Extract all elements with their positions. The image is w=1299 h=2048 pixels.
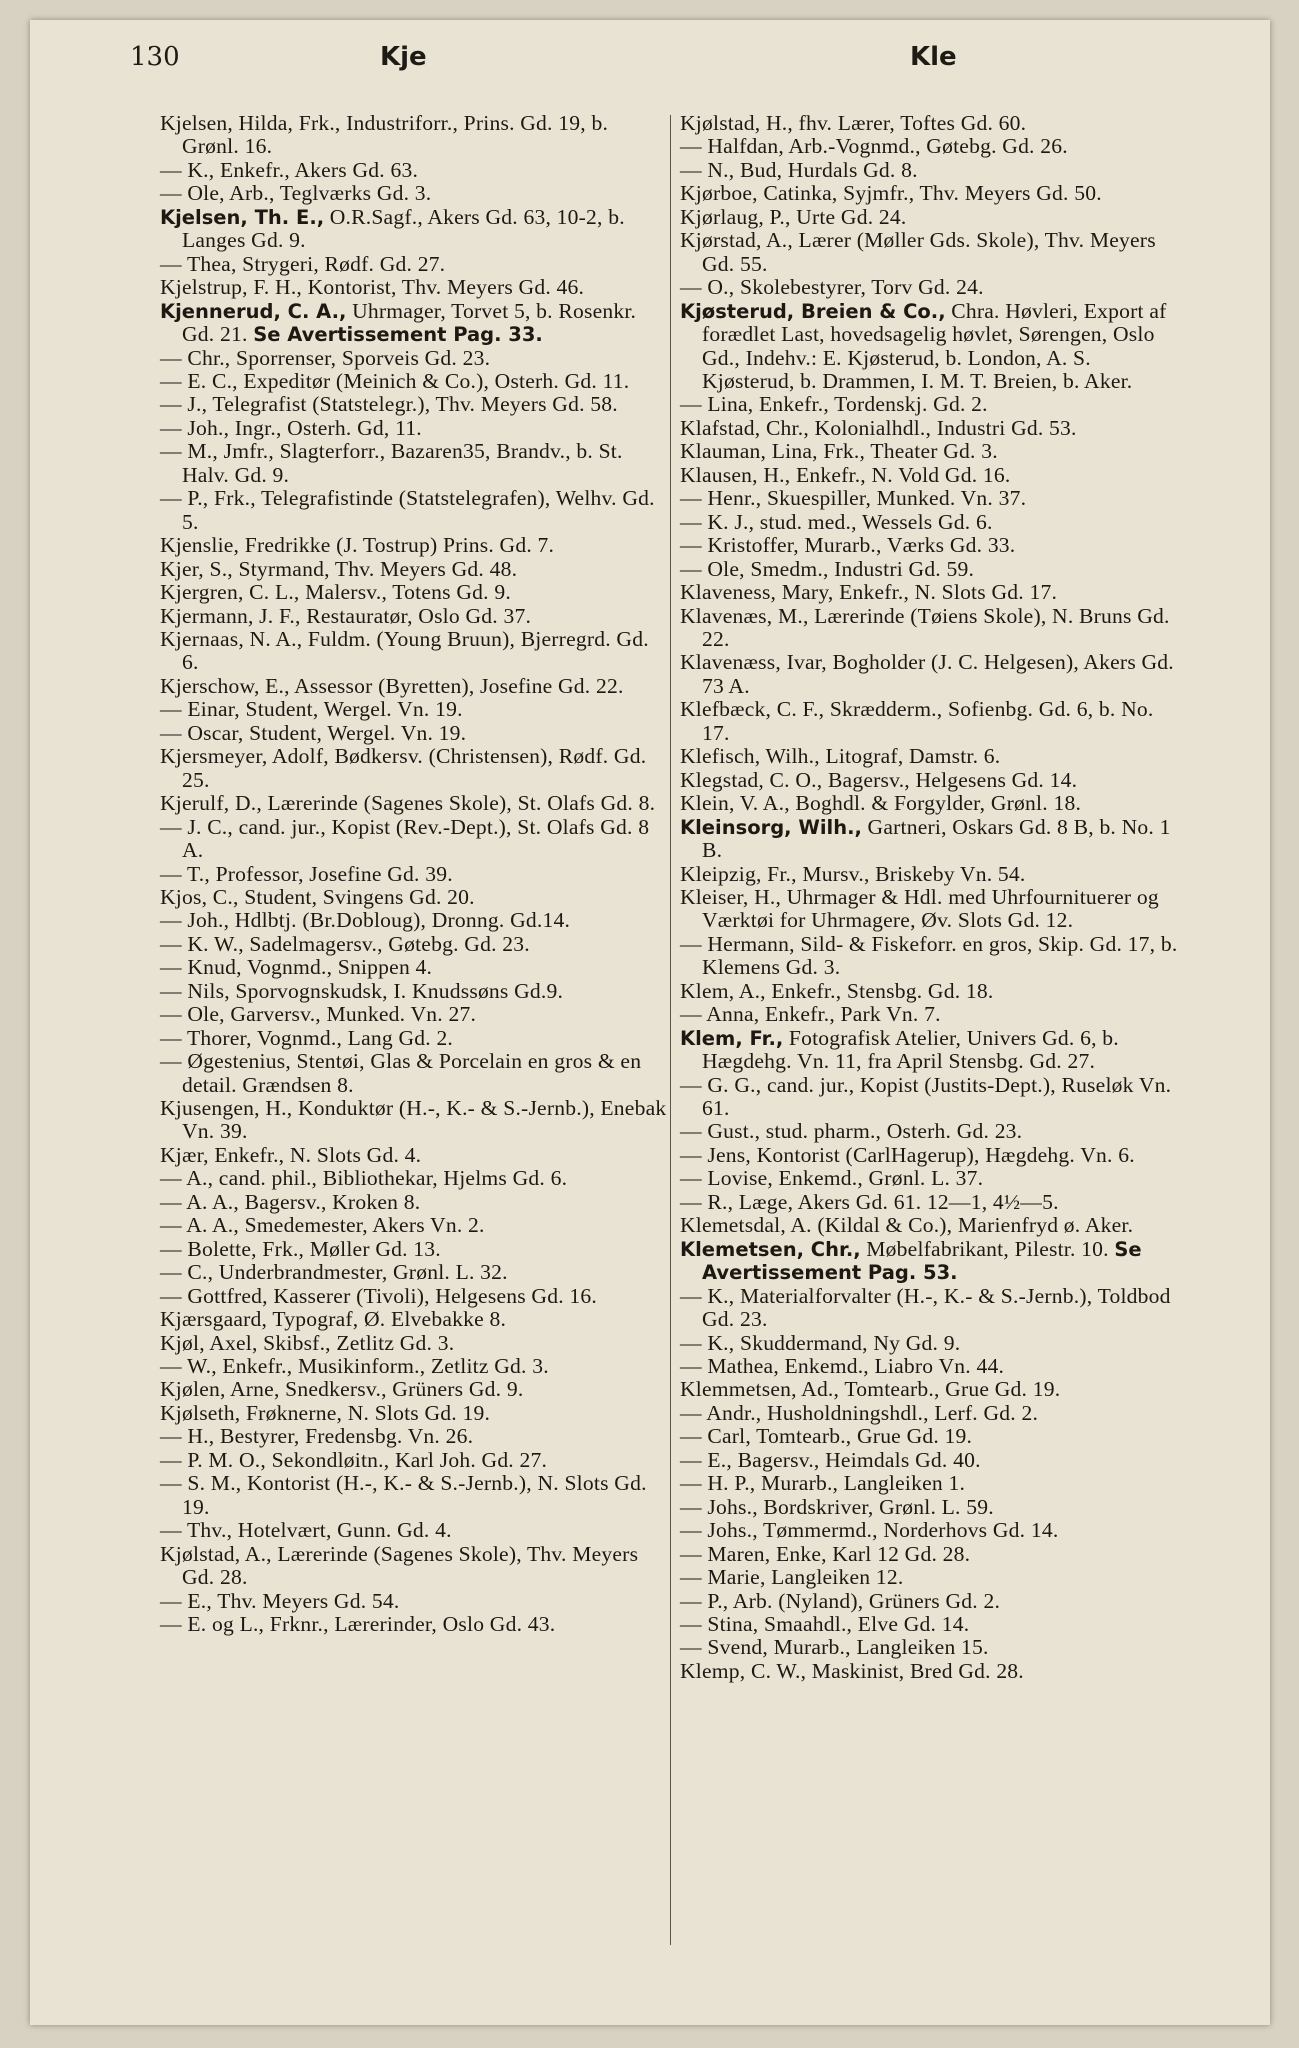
entry-text: — Thea, Strygeri, Rødf. Gd. 27. bbox=[160, 251, 446, 276]
entry-text: Klein, V. A., Boghdl. & Forgylder, Grønl. 18. bbox=[680, 791, 1082, 816]
entry-text: Klafstad, Chr., Kolonialhdl., Industri Gd. 53. bbox=[680, 415, 1077, 440]
entry-text: Klefisch, Wilh., Litograf, Damstr. 6. bbox=[680, 744, 1001, 769]
entry-text: — A., cand. phil., Bibliothekar, Hjelms Gd. 6. bbox=[160, 1166, 568, 1191]
directory-entry bbox=[680, 511, 1185, 534]
directory-entry bbox=[680, 1238, 1185, 1285]
directory-entry bbox=[160, 956, 670, 979]
entry-text: — C., Underbrandmester, Grønl. L. 32. bbox=[160, 1260, 508, 1285]
directory-entry bbox=[160, 1144, 670, 1167]
entry-text: — Lina, Enkefr., Tordenskj. Gd. 2. bbox=[680, 392, 988, 417]
entry-text: — K., Materialforvalter (H.-, K.- & S.-Jernb.), Toldbod Gd. 23. bbox=[680, 1283, 1171, 1332]
directory-entry bbox=[160, 1355, 670, 1378]
entry-text: Kjølen, Arne, Snedkersv., Grüners Gd. 9. bbox=[160, 1377, 524, 1402]
directory-entry bbox=[160, 1332, 670, 1355]
entry-text: — Ole, Smedm., Industri Gd. 59. bbox=[680, 556, 975, 581]
directory-entry bbox=[160, 675, 670, 698]
entry-text: Chra. Høvleri, Export af forædlet Last, hovedsagelig høvlet, Sørengen, Oslo Gd., Indehv.: E. Kjøsterud, b. London, A. S. Kjøsterud, b. Drammen, I. M. T. Breien, b. Aker. bbox=[702, 298, 1167, 393]
entry-text: — Maren, Enke, Karl 12 Gd. 28. bbox=[680, 1541, 971, 1566]
directory-entry bbox=[680, 182, 1185, 205]
directory-entry bbox=[160, 698, 670, 721]
directory-entry bbox=[680, 1167, 1185, 1190]
directory-entry bbox=[160, 1378, 670, 1401]
entry-text: Kjerulf, D., Lærerinde (Sagenes Skole), St. Olafs Gd. 8. bbox=[160, 791, 656, 816]
directory-entry bbox=[680, 1285, 1185, 1332]
directory-entry bbox=[160, 1402, 670, 1425]
entry-text: — Andr., Husholdningshdl., Lerf. Gd. 2. bbox=[680, 1400, 1039, 1425]
entry-text: — Joh., Ingr., Osterh. Gd, 11. bbox=[160, 415, 422, 440]
directory-entry bbox=[160, 909, 670, 932]
entry-text: — Knud, Vognmd., Snippen 4. bbox=[160, 955, 433, 980]
directory-entry bbox=[680, 933, 1185, 980]
directory-entry bbox=[160, 1425, 670, 1448]
entry-text: Kjer, S., Styrmand, Thv. Meyers Gd. 48. bbox=[160, 556, 518, 581]
entry-bold-name: Kleinsorg, Wilh., bbox=[680, 815, 862, 839]
directory-entry bbox=[160, 605, 670, 628]
entry-text: — K., Skuddermand, Ny Gd. 9. bbox=[680, 1330, 961, 1355]
directory-entry bbox=[160, 276, 670, 299]
entry-text: Kleipzig, Fr., Mursv., Briskeby Vn. 54. bbox=[680, 861, 1026, 886]
entry-bold-name: Klem, Fr., bbox=[680, 1026, 784, 1050]
directory-entry bbox=[160, 1449, 670, 1472]
directory-entry bbox=[680, 1660, 1185, 1683]
directory-entry bbox=[160, 1027, 670, 1050]
entry-text: — J., Telegrafist (Statstelegr.), Thv. Meyers Gd. 58. bbox=[160, 392, 618, 417]
entry-text: — T., Professor, Josefine Gd. 39. bbox=[160, 861, 453, 886]
entry-text: — Chr., Sporrenser, Sporveis Gd. 23. bbox=[160, 345, 491, 370]
entry-text: — Hermann, Sild- & Fiskeforr. en gros, Skip. Gd. 17, b. Klemens Gd. 3. bbox=[680, 931, 1178, 980]
entry-text: — Nils, Sporvognskudsk, I. Knudssøns Gd.9. bbox=[160, 978, 564, 1003]
entry-text: — W., Enkefr., Musikinform., Zetlitz Gd. 3. bbox=[160, 1354, 549, 1379]
entry-text: — P., Arb. (Nyland), Grüners Gd. 2. bbox=[680, 1588, 1001, 1613]
entry-text: — M., Jmfr., Slagterforr., Bazaren35, Brandv., b. St. Halv. Gd. 9. bbox=[160, 439, 623, 487]
directory-entry bbox=[680, 886, 1185, 933]
directory-entry bbox=[160, 1590, 670, 1613]
entry-text: — H., Bestyrer, Fredensbg. Vn. 26. bbox=[160, 1424, 474, 1449]
entry-text: Uhrmager, Torvet 5, b. Rosenkr. Gd. 21. bbox=[182, 298, 637, 347]
directory-entry bbox=[680, 229, 1185, 276]
directory-entry bbox=[160, 393, 670, 416]
directory-entry bbox=[680, 1191, 1185, 1214]
entry-text: — Halfdan, Arb.-Vognmd., Gøtebg. Gd. 26. bbox=[680, 134, 1068, 159]
entry-text: — Ole, Arb., Teglværks Gd. 3. bbox=[160, 181, 432, 206]
directory-entry bbox=[160, 1261, 670, 1284]
entry-text: Klauman, Lina, Frk., Theater Gd. 3. bbox=[680, 439, 998, 464]
entry-text: Klem, A., Enkefr., Stensbg. Gd. 18. bbox=[680, 978, 994, 1003]
directory-entry bbox=[160, 581, 670, 604]
directory-entry bbox=[680, 276, 1185, 299]
entry-bold-name: Klemetsen, Chr., bbox=[680, 1237, 861, 1261]
entry-text: — Einar, Student, Wergel. Vn. 19. bbox=[160, 697, 463, 722]
directory-entry bbox=[160, 417, 670, 440]
directory-entry bbox=[160, 1238, 670, 1261]
directory-entry bbox=[160, 933, 670, 956]
entry-text: Kjørboe, Catinka, Syjmfr., Thv. Meyers Gd. 50. bbox=[680, 181, 1102, 206]
directory-entry bbox=[680, 1472, 1185, 1495]
directory-entry bbox=[680, 1496, 1185, 1519]
entry-text: — K. W., Sadelmagersv., Gøtebg. Gd. 23. bbox=[160, 931, 530, 956]
entry-text: — G. G., cand. jur., Kopist (Justits-Dept.), Ruseløk Vn. 61. bbox=[680, 1072, 1172, 1121]
entry-text: Kjær, Enkefr., N. Slots Gd. 4. bbox=[160, 1142, 422, 1167]
directory-entry bbox=[160, 745, 670, 792]
entry-text: Kjøl, Axel, Skibsf., Zetlitz Gd. 3. bbox=[160, 1330, 455, 1355]
right-column bbox=[680, 112, 1185, 1683]
entry-text: Kleiser, H., Uhrmager & Hdl. med Uhrfournituerer og Værktøi for Uhrmagere, Øv. Slots Gd. 12. bbox=[680, 884, 1159, 933]
directory-entry bbox=[160, 1613, 670, 1636]
directory-entry bbox=[680, 300, 1185, 394]
directory-entry bbox=[680, 464, 1185, 487]
entry-text: Klefbæck, C. F., Skrædderm., Sofienbg. Gd. 6, b. No. 17. bbox=[680, 697, 1154, 745]
directory-entry bbox=[680, 863, 1185, 886]
directory-entry bbox=[680, 1566, 1185, 1589]
entry-text: — Ole, Garversv., Munked. Vn. 27. bbox=[160, 1002, 477, 1027]
directory-entry bbox=[680, 1543, 1185, 1566]
entry-text: — K., Enkefr., Akers Gd. 63. bbox=[160, 157, 419, 182]
entry-text: — E. og L., Frknr., Lærerinder, Oslo Gd. 43. bbox=[160, 1612, 556, 1636]
directory-entry bbox=[680, 1144, 1185, 1167]
entry-text: — Mathea, Enkemd., Liabro Vn. 44. bbox=[680, 1354, 1005, 1379]
directory-entry bbox=[680, 1636, 1185, 1659]
entry-text: — Johs., Tømmermd., Norderhovs Gd. 14. bbox=[680, 1518, 1059, 1543]
directory-entry bbox=[160, 1050, 670, 1097]
entry-text: Kjølseth, Frøknerne, N. Slots Gd. 19. bbox=[160, 1400, 491, 1425]
entry-text: Kjelsen, Hilda, Frk., Industriforr., Prins. Gd. 19, b. Grønl. 16. bbox=[160, 111, 609, 159]
directory-entry bbox=[680, 1332, 1185, 1355]
entry-bold-name: Kjennerud, C. A., bbox=[160, 299, 347, 323]
entry-text: — Johs., Bordskriver, Grønl. L. 59. bbox=[680, 1494, 994, 1519]
directory-entry bbox=[160, 792, 670, 815]
entry-text: Klausen, H., Enkefr., N. Vold Gd. 16. bbox=[680, 462, 1011, 487]
entry-bold-name: Kjøsterud, Breien & Co., bbox=[680, 299, 946, 323]
left-column bbox=[160, 112, 670, 1636]
entry-text: Klavenæss, Ivar, Bogholder (J. C. Helgesen), Akers Gd. 73 A. bbox=[680, 650, 1174, 698]
entry-text: Kjusengen, H., Konduktør (H.-, K.- & S.-Jernb.), Enebak Vn. 39. bbox=[160, 1096, 667, 1144]
entry-text: — R., Læge, Akers Gd. 61. 12—1, 4½—5. bbox=[680, 1189, 1059, 1214]
entry-text: — Thv., Hotelvært, Gunn. Gd. 4. bbox=[160, 1518, 452, 1543]
directory-entry bbox=[680, 816, 1185, 863]
entry-text: Kjenslie, Fredrikke (J. Tostrup) Prins. Gd. 7. bbox=[160, 533, 555, 558]
directory-entry bbox=[680, 417, 1185, 440]
directory-entry bbox=[680, 534, 1185, 557]
directory-entry bbox=[160, 300, 670, 347]
directory-entry bbox=[680, 698, 1185, 745]
directory-entry bbox=[680, 605, 1185, 652]
directory-entry bbox=[160, 1167, 670, 1190]
entry-text: — E. C., Expeditør (Meinich & Co.), Osterh. Gd. 11. bbox=[160, 368, 630, 393]
entry-text: — P. M. O., Sekondløitn., Karl Joh. Gd. 27. bbox=[160, 1447, 548, 1472]
directory-entry bbox=[160, 182, 670, 205]
entry-text: — Bolette, Frk., Møller Gd. 13. bbox=[160, 1236, 441, 1261]
entry-text: — Lovise, Enkemd., Grønl. L. 37. bbox=[680, 1166, 984, 1191]
directory-entry bbox=[680, 393, 1185, 416]
directory-entry bbox=[160, 628, 670, 675]
directory-entry bbox=[160, 1191, 670, 1214]
entry-bold-name: Kjelsen, Th. E., bbox=[160, 205, 325, 229]
entry-text: — Jens, Kontorist (CarlHagerup), Hægdehg. Vn. 6. bbox=[680, 1142, 1135, 1167]
entry-text: — Marie, Langleiken 12. bbox=[680, 1565, 904, 1590]
entry-text: — H. P., Murarb., Langleiken 1. bbox=[680, 1471, 966, 1496]
directory-entry bbox=[680, 1378, 1185, 1401]
entry-text: — Gust., stud. pharm., Osterh. Gd. 23. bbox=[680, 1119, 1023, 1144]
directory-entry bbox=[680, 1214, 1185, 1237]
directory-entry bbox=[160, 1285, 670, 1308]
directory-entry bbox=[680, 135, 1185, 158]
right-guide-word: Kle bbox=[910, 42, 957, 72]
directory-entry bbox=[680, 1027, 1185, 1074]
entry-text: Kjernaas, N. A., Fuldm. (Young Bruun), Bjerregrd. Gd. 6. bbox=[160, 626, 649, 675]
entry-text: — N., Bud, Hurdals Gd. 8. bbox=[680, 157, 918, 182]
directory-entry bbox=[680, 440, 1185, 463]
entry-text: Kjergren, C. L., Malersv., Totens Gd. 9. bbox=[160, 580, 511, 605]
entry-text: Kjersmeyer, Adolf, Bødkersv. (Christensen), Rødf. Gd. 25. bbox=[160, 744, 647, 792]
entry-text: — K. J., stud. med., Wessels Gd. 6. bbox=[680, 509, 993, 534]
directory-entry bbox=[680, 1074, 1185, 1121]
directory-entry bbox=[160, 370, 670, 393]
directory-entry bbox=[680, 651, 1185, 698]
directory-entry bbox=[160, 1519, 670, 1542]
entry-text: Fotografisk Atelier, Univers Gd. 6, b. Hægdehg. Vn. 11, fra April Stensbg. Gd. 27. bbox=[702, 1025, 1119, 1074]
directory-entry bbox=[680, 1590, 1185, 1613]
directory-entry bbox=[160, 1214, 670, 1237]
entry-text: — E., Thv. Meyers Gd. 54. bbox=[160, 1588, 400, 1613]
entry-text: — Øgestenius, Stentøi, Glas & Porcelain en gros & en detail. Grændsen 8. bbox=[160, 1049, 642, 1097]
directory-entry bbox=[160, 112, 670, 159]
page-header bbox=[130, 42, 1170, 82]
directory-entry bbox=[680, 487, 1185, 510]
directory-entry bbox=[680, 1120, 1185, 1143]
entry-text: — Henr., Skuespiller, Munked. Vn. 37. bbox=[680, 486, 1027, 511]
directory-entry bbox=[160, 1543, 670, 1590]
entry-text: Møbelfabrikant, Pilestr. 10. bbox=[866, 1236, 1109, 1261]
directory-entry bbox=[680, 769, 1185, 792]
directory-entry bbox=[160, 816, 670, 863]
entry-text: Kjørstad, A., Lærer (Møller Gds. Skole), Thv. Meyers Gd. 55. bbox=[680, 228, 1156, 276]
directory-entry bbox=[160, 1097, 670, 1144]
entry-text: Klegstad, C. O., Bagersv., Helgesens Gd. 14. bbox=[680, 767, 1078, 792]
left-guide-word: Kje bbox=[380, 42, 427, 72]
entry-text: — Anna, Enkefr., Park Vn. 7. bbox=[680, 1002, 941, 1027]
directory-entry bbox=[160, 440, 670, 487]
entry-text: Kjærsgaard, Typograf, Ø. Elvebakke 8. bbox=[160, 1307, 507, 1332]
directory-entry bbox=[160, 1472, 670, 1519]
directory-entry bbox=[160, 722, 670, 745]
directory-entry bbox=[680, 1355, 1185, 1378]
directory-entry bbox=[160, 347, 670, 370]
entry-text: — Stina, Smaahdl., Elve Gd. 14. bbox=[680, 1612, 970, 1636]
directory-entry bbox=[160, 1308, 670, 1331]
directory-entry bbox=[680, 112, 1185, 135]
entry-text: — Svend, Murarb., Langleiken 15. bbox=[680, 1635, 989, 1660]
entry-text: Klavenæs, M., Lærerinde (Tøiens Skole), N. Bruns Gd. 22. bbox=[680, 603, 1170, 651]
directory-entry bbox=[680, 980, 1185, 1003]
entry-text: Kjermann, J. F., Restauratør, Oslo Gd. 37. bbox=[160, 603, 532, 628]
entry-text: — Kristoffer, Murarb., Værks Gd. 33. bbox=[680, 533, 1016, 558]
entry-text: Kjelstrup, F. H., Kontorist, Thv. Meyers Gd. 46. bbox=[160, 275, 585, 300]
entry-text: — E., Bagersv., Heimdals Gd. 40. bbox=[680, 1447, 981, 1472]
directory-entry bbox=[680, 1402, 1185, 1425]
directory-entry bbox=[680, 581, 1185, 604]
entry-text: Klemetsdal, A. (Kildal & Co.), Marienfryd ø. Aker. bbox=[680, 1213, 1134, 1238]
directory-entry bbox=[160, 886, 670, 909]
directory-entry bbox=[680, 206, 1185, 229]
entry-text: O.R.Sagf., Akers Gd. 63, 10-2, b. Langes Gd. 9. bbox=[182, 204, 625, 253]
directory-entry bbox=[680, 745, 1185, 768]
column-divider bbox=[670, 115, 671, 1945]
entry-text: — O., Skolebestyrer, Torv Gd. 24. bbox=[680, 275, 984, 300]
directory-entry bbox=[680, 1519, 1185, 1542]
directory-entry bbox=[680, 159, 1185, 182]
entry-text: — J. C., cand. jur., Kopist (Rev.-Dept.), St. Olafs Gd. 8 A. bbox=[160, 814, 650, 863]
entry-advert-note: Se Avertissement Pag. 33. bbox=[253, 323, 543, 347]
entry-text: Gartneri, Oskars Gd. 8 B, b. No. 1 B. bbox=[702, 814, 1171, 863]
entry-text: — A. A., Smedemester, Akers Vn. 2. bbox=[160, 1213, 485, 1238]
directory-entry bbox=[680, 1449, 1185, 1472]
directory-entry bbox=[680, 558, 1185, 581]
directory-entry bbox=[680, 1425, 1185, 1448]
entry-text: Kjørlaug, P., Urte Gd. 24. bbox=[680, 204, 907, 229]
entry-text: — Oscar, Student, Wergel. Vn. 19. bbox=[160, 720, 467, 745]
entry-text: Kjølstad, A., Lærerinde (Sagenes Skole), Thv. Meyers Gd. 28. bbox=[160, 1541, 639, 1590]
directory-entry bbox=[160, 159, 670, 182]
directory-entry bbox=[160, 487, 670, 534]
entry-text: — Carl, Tomtearb., Grue Gd. 19. bbox=[680, 1424, 973, 1449]
entry-text: Kjos, C., Student, Svingens Gd. 20. bbox=[160, 884, 475, 909]
directory-entry bbox=[160, 558, 670, 581]
entry-text: — Joh., Hdlbtj. (Br.Dobloug), Dronng. Gd.14. bbox=[160, 908, 571, 933]
entry-text: Kjølstad, H., fhv. Lærer, Toftes Gd. 60. bbox=[680, 111, 1027, 135]
directory-entry bbox=[160, 253, 670, 276]
entry-text: — Gottfred, Kasserer (Tivoli), Helgesens Gd. 16. bbox=[160, 1283, 598, 1308]
directory-entry bbox=[160, 1003, 670, 1026]
directory-entry bbox=[680, 792, 1185, 815]
directory-entry bbox=[160, 980, 670, 1003]
entry-text: — Thorer, Vognmd., Lang Gd. 2. bbox=[160, 1025, 454, 1050]
entry-advert-note: Se Avertissement Pag. 53. bbox=[702, 1237, 1142, 1285]
directory-entry bbox=[680, 1613, 1185, 1636]
entry-text: Klemp, C. W., Maskinist, Bred Gd. 28. bbox=[680, 1658, 1024, 1683]
page-number: 130 bbox=[130, 42, 180, 72]
directory-entry bbox=[160, 863, 670, 886]
entry-text: — A. A., Bagersv., Kroken 8. bbox=[160, 1189, 421, 1214]
entry-text: — P., Frk., Telegrafistinde (Statstelegrafen), Welhv. Gd. 5. bbox=[160, 486, 655, 534]
directory-entry bbox=[160, 206, 670, 253]
entry-text: Klaveness, Mary, Enkefr., N. Slots Gd. 17. bbox=[680, 580, 1058, 605]
directory-entry bbox=[160, 534, 670, 557]
directory-entry bbox=[680, 1003, 1185, 1026]
entry-text: — S. M., Kontorist (H.-, K.- & S.-Jernb.), N. Slots Gd. 19. bbox=[160, 1471, 647, 1519]
entry-text: Kjerschow, E., Assessor (Byretten), Josefine Gd. 22. bbox=[160, 673, 624, 698]
entry-text: Klemmetsen, Ad., Tomtearb., Grue Gd. 19. bbox=[680, 1377, 1061, 1402]
